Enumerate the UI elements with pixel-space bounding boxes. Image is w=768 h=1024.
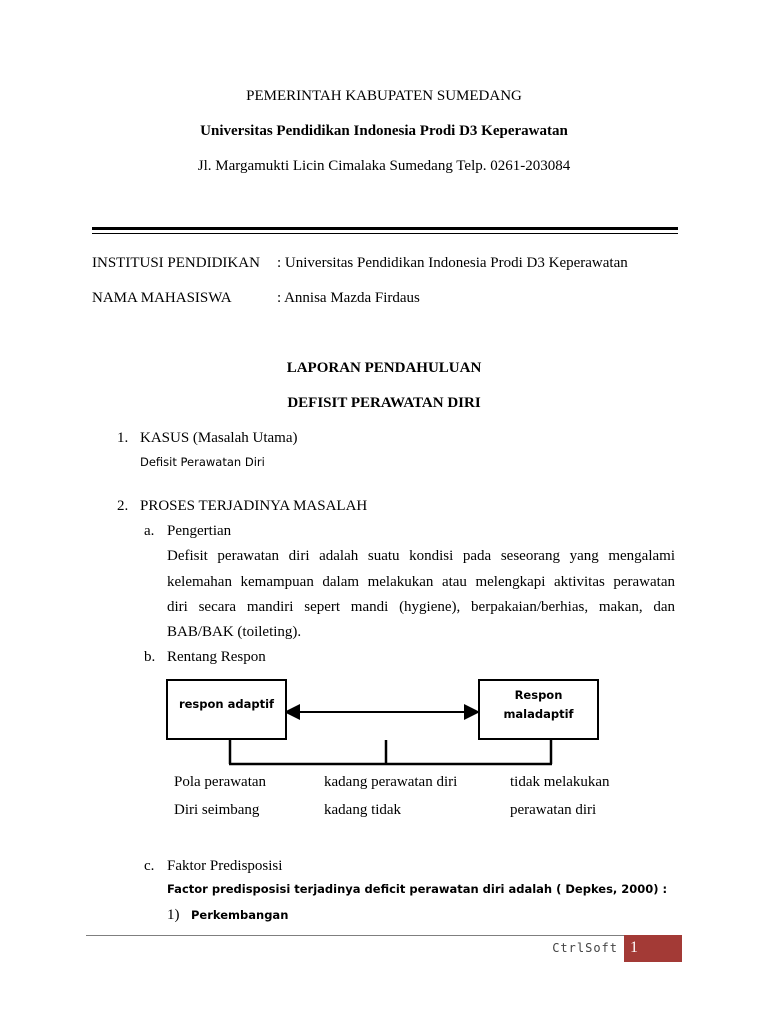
student-label: NAMA MAHASISWA xyxy=(92,290,232,306)
section2a-marker: a. xyxy=(144,523,155,539)
report-title: LAPORAN PENDAHULUAN xyxy=(286,360,482,376)
definition-line-1: Defisit perawatan diri adalah suatu kondisi pada seseorang yang mengalami xyxy=(167,548,675,564)
page-number: 1 xyxy=(630,939,638,956)
section1-number: 1. xyxy=(117,430,129,446)
definition-line-2: kelemahan kemampuan dalam melakukan atau melengkapi aktivitas perawatan xyxy=(167,574,675,590)
predisposition-intro: Factor predisposisi terjadinya deficit perawatan diri adalah ( Depkes, 2000) : xyxy=(167,882,668,896)
range-col1-line2: Diri seimbang xyxy=(174,802,260,818)
section2-number: 2. xyxy=(117,498,129,514)
adaptive-response-label: respon adaptif xyxy=(178,697,275,711)
definition-line-3: diri secara mandiri sepert mandi (hygiene), berpakaian/berhias, makan, dan xyxy=(167,599,675,615)
page-number-box xyxy=(624,935,682,962)
institution-value: : Universitas Pendidikan Indonesia Prodi D3 Keperawatan xyxy=(277,255,628,271)
student-value: : Annisa Mazda Firdaus xyxy=(277,290,420,306)
section2b-heading: Rentang Respon xyxy=(167,649,266,665)
range-col1-line1: Pola perawatan xyxy=(174,774,267,790)
section2a-heading: Pengertian xyxy=(167,523,232,539)
predisposition-item-marker: 1) xyxy=(167,907,180,923)
section1-content: Defisit Perawatan Diri xyxy=(140,455,265,469)
section2b-marker: b. xyxy=(144,649,156,665)
range-col3-line1: tidak melakukan xyxy=(510,774,610,790)
header-university: Universitas Pendidikan Indonesia Prodi D3 Keperawatan xyxy=(200,123,568,139)
maladaptive-response-line2: maladaptif xyxy=(503,707,574,721)
range-col2-line1: kadang perawatan diri xyxy=(324,774,458,790)
maladaptive-response-line1: Respon xyxy=(514,688,563,702)
footer-line xyxy=(86,935,626,936)
section1-heading: KASUS (Masalah Utama) xyxy=(140,430,298,446)
report-subtitle: DEFISIT PERAWATAN DIRI xyxy=(287,395,481,411)
footer-brand: CtrlSoft xyxy=(552,941,618,955)
adaptive-response-box xyxy=(166,679,287,740)
institution-label: INSTITUSI PENDIDIKAN xyxy=(92,255,260,271)
predisposition-item: Perkembangan xyxy=(191,908,289,922)
section2c-marker: c. xyxy=(144,858,155,874)
section2-heading: PROSES TERJADINYA MASALAH xyxy=(140,498,368,514)
definition-line-4: BAB/BAK (toileting). xyxy=(167,624,302,640)
header-address: Jl. Margamukti Licin Cimalaka Sumedang Telp. 0261-203084 xyxy=(197,158,571,174)
header-government: PEMERINTAH KABUPATEN SUMEDANG xyxy=(246,88,522,104)
maladaptive-response-box xyxy=(478,679,599,740)
section2c-heading: Faktor Predisposisi xyxy=(167,858,283,874)
range-col3-line2: perawatan diri xyxy=(510,802,597,818)
range-col2-line2: kadang tidak xyxy=(324,802,402,818)
